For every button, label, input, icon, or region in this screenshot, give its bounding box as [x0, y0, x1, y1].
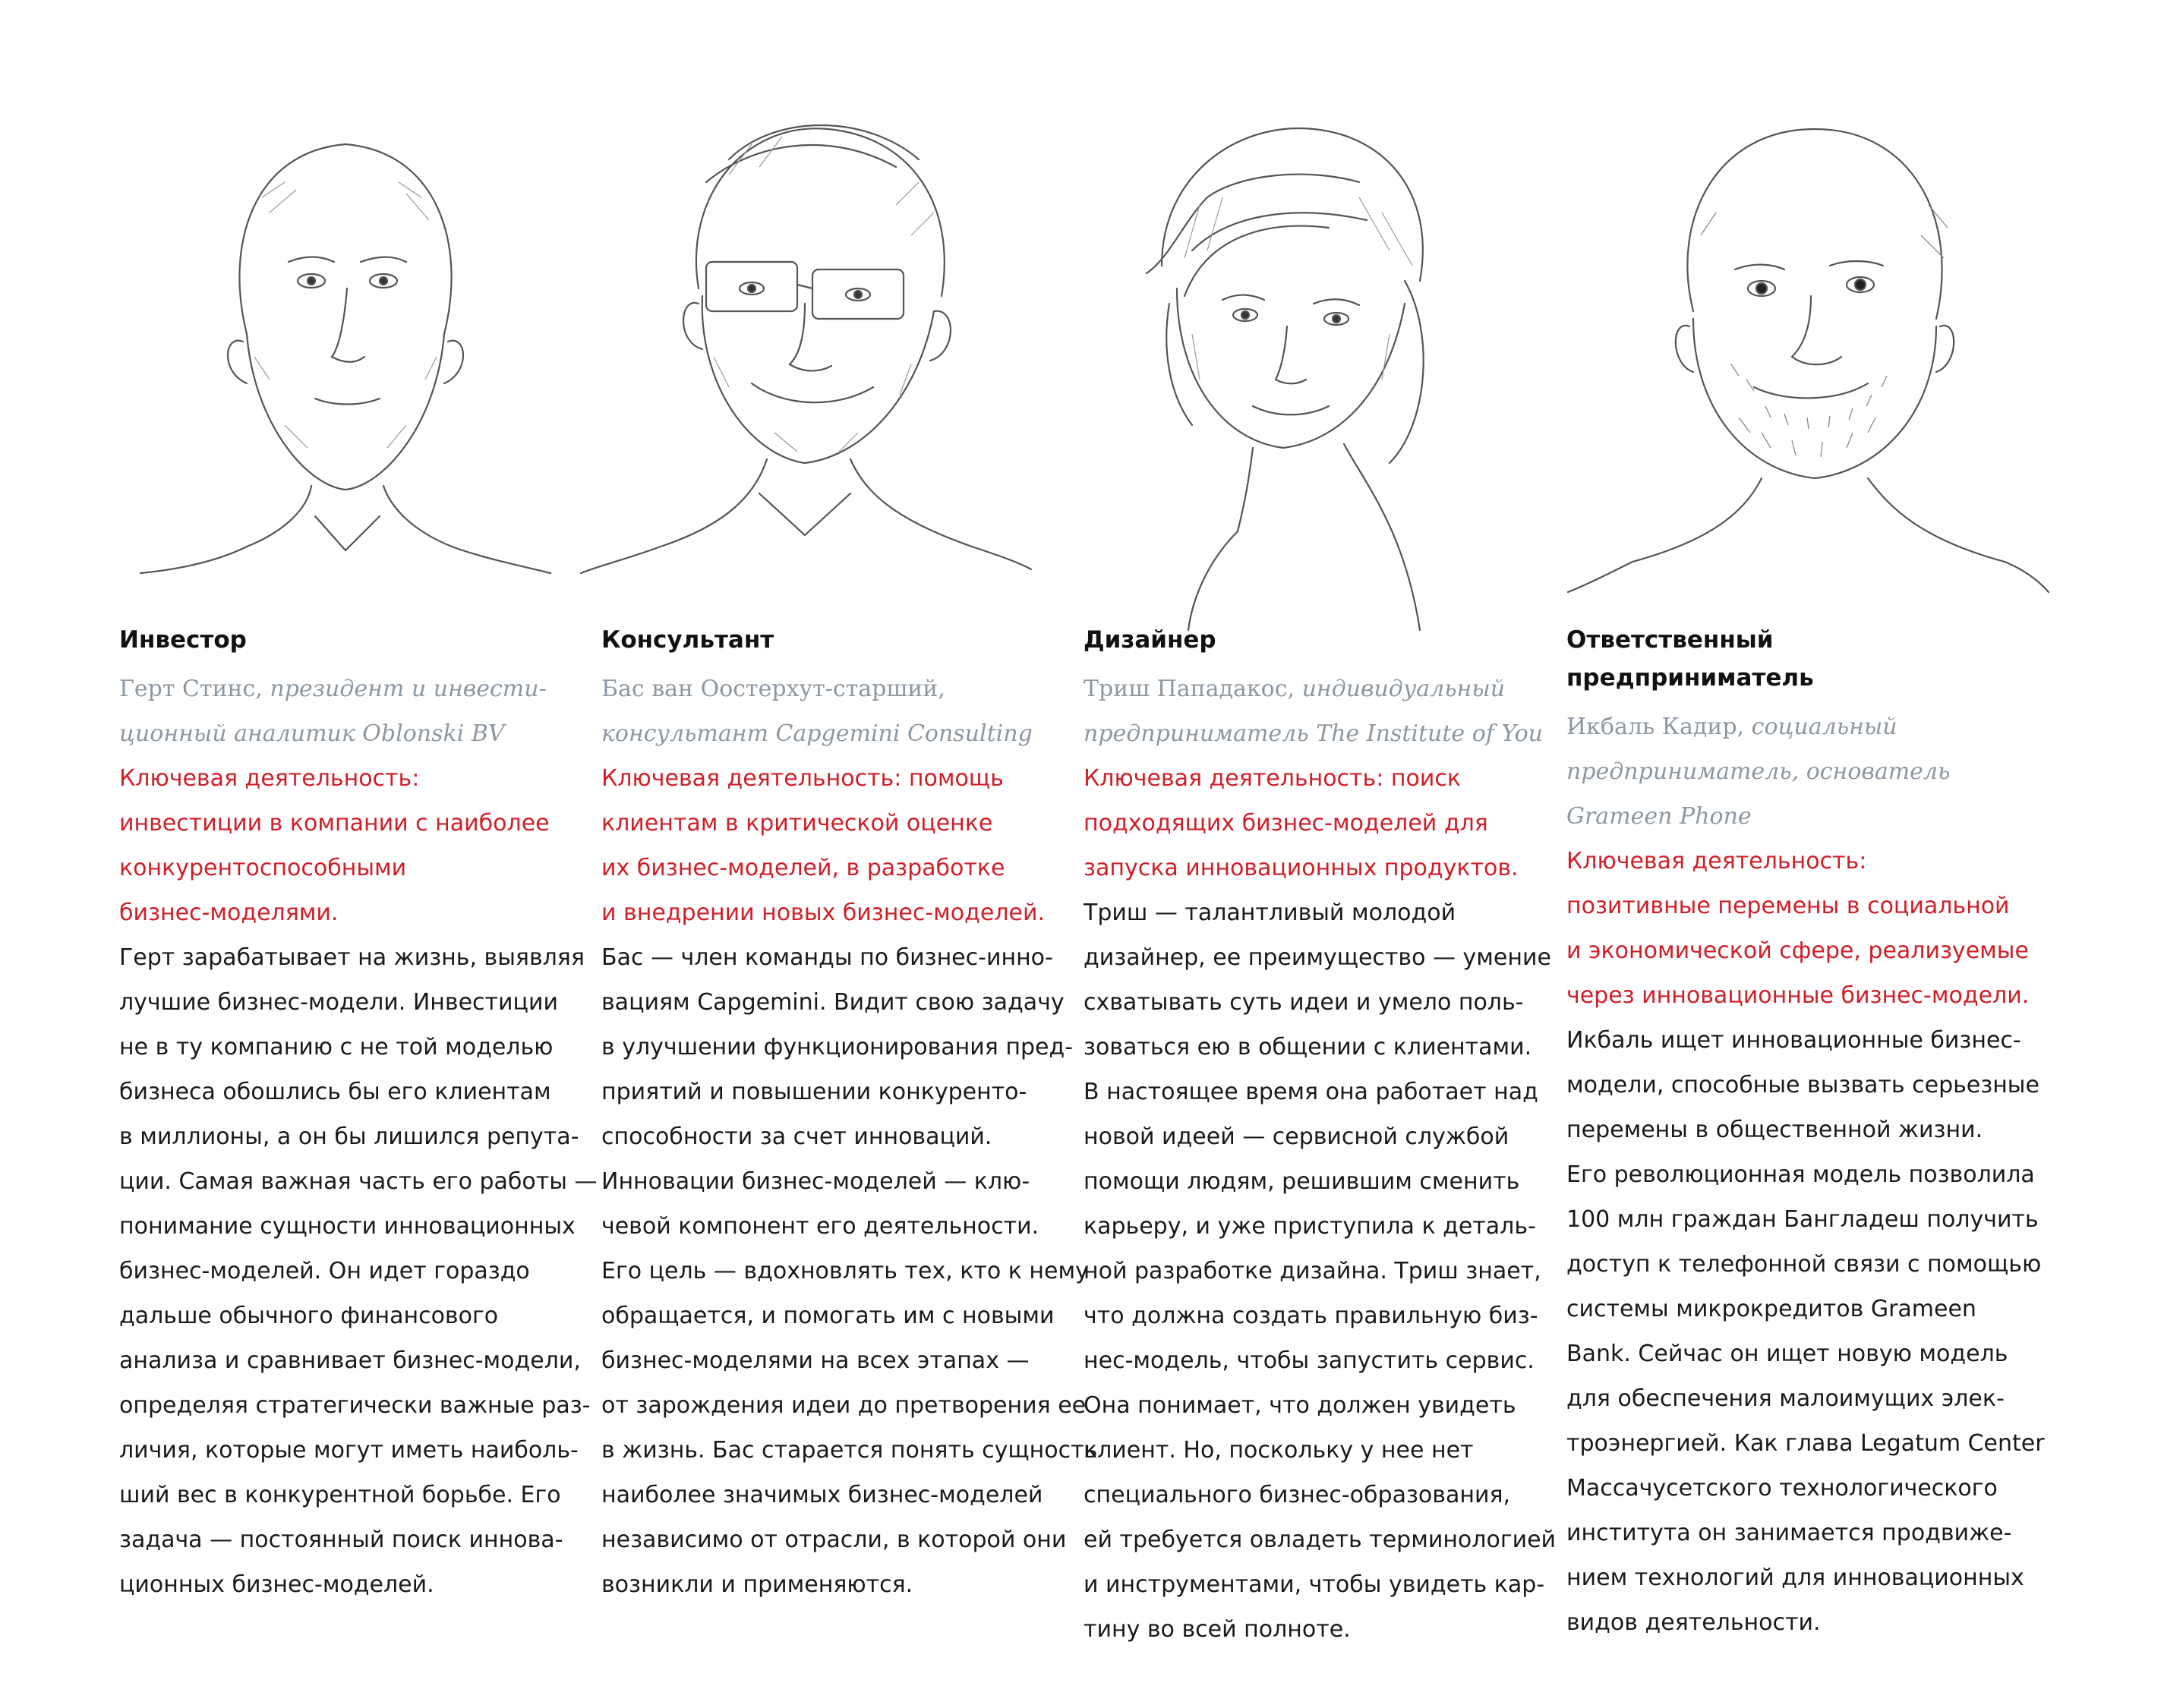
body-line: ции. Самая важная часть его работы — [119, 1168, 598, 1195]
role-title: Консультант [601, 626, 774, 654]
person-caption: Икбаль Кадир, социальный [1566, 714, 1897, 740]
activity-line: Ключевая деятельность: помощь [601, 765, 1004, 792]
person-caption: Бас ван Оостерхут-старший, [601, 676, 945, 702]
body-line: Бас — член команды по бизнес-инно- [601, 944, 1053, 971]
body-line: от зарождения идеи до претворения ее [601, 1392, 1087, 1419]
body-line: института он занимается продвиже- [1566, 1520, 2012, 1546]
body-line: задача — постоянный поиск иннова- [119, 1527, 563, 1553]
body-line: перемены в общественной жизни. [1566, 1117, 1983, 1143]
body-line: системы микрокредитов Grameen [1566, 1296, 1976, 1322]
activity-line: Ключевая деятельность: поиск [1084, 765, 1461, 792]
body-line: ший вес в конкурентной борьбе. Его [119, 1482, 561, 1508]
person-caption: консультант Capgemini Consulting [601, 720, 1033, 747]
entrepreneur-sketch-icon [1564, 114, 2050, 607]
body-line: Триш — талантливый молодой [1084, 900, 1456, 926]
body-line: лучшие бизнес-модели. Инвестиции [119, 989, 558, 1016]
body-line: клиент. Но, поскольку у нее нет [1084, 1437, 1474, 1464]
body-line: возникли и применяются. [601, 1571, 913, 1598]
activity-line: подходящих бизнес-моделей для [1084, 810, 1488, 837]
person-caption: Триш Пападакос, индивидуальный [1084, 676, 1506, 702]
body-line: чевой компонент его деятельности. [601, 1213, 1039, 1240]
body-line: Герт зарабатывает на жизнь, выявляя [119, 944, 585, 971]
body-line: специального бизнес-образования, [1084, 1482, 1511, 1508]
body-line: тину во всей полноте. [1084, 1616, 1351, 1643]
activity-line: и внедрении новых бизнес-моделей. [601, 900, 1045, 926]
body-line: понимание сущности инновационных [119, 1213, 576, 1240]
role-title: Дизайнер [1084, 626, 1216, 654]
portrait-responsible-entrepreneur [1564, 114, 2050, 607]
activity-line: инвестиции в компании с наиболее [119, 810, 550, 837]
consultant-sketch-icon [577, 99, 1033, 585]
activity-line: Ключевая деятельность: [119, 765, 420, 792]
body-line: Массачусетского технологического [1566, 1475, 1998, 1502]
person-caption: Герт Стинс, президент и инвести- [119, 676, 547, 702]
person-caption: предприниматель, основатель [1566, 758, 1951, 785]
body-line: помощи людям, решившим сменить [1084, 1168, 1520, 1195]
body-line: бизнеса обошлись бы его клиентам [119, 1079, 551, 1105]
column-responsible-entrepreneur [1566, 621, 2045, 1645]
body-line: нием технологий для инновационных [1566, 1565, 2024, 1591]
activity-line: запуска инновационных продуктов. [1084, 855, 1519, 881]
body-line: нес-модель, чтобы запустить сервис. [1084, 1347, 1535, 1374]
body-line: троэнергией. Как глава Legatum Center [1566, 1430, 2045, 1457]
activity-line: конкурентоспособными [119, 855, 407, 881]
body-line: ционных бизнес-моделей. [119, 1571, 434, 1598]
body-line: Его революционная модель позволила [1566, 1161, 2035, 1188]
activity-line: бизнес-моделями. [119, 900, 339, 926]
body-line: карьеру, и уже приступила к деталь- [1084, 1213, 1536, 1240]
activity-line: через инновационные бизнес-модели. [1566, 982, 2030, 1009]
body-line: наиболее значимых бизнес-моделей [601, 1482, 1043, 1508]
body-line: Его цель — вдохновлять тех, кто к нему [601, 1258, 1089, 1284]
portrait-investor [133, 106, 558, 577]
column-designer [1084, 621, 1557, 1652]
body-line: доступ к телефонной связи с помощью [1566, 1251, 2042, 1278]
investor-sketch-icon [133, 106, 558, 577]
body-line: приятий и повышении конкуренто- [601, 1079, 1027, 1105]
activity-line: позитивные перемены в социальной [1566, 893, 2010, 919]
body-line: зоваться ею в общении с клиентами. [1084, 1034, 1532, 1060]
portrait-designer [1116, 106, 1473, 638]
body-line: видов деятельности. [1566, 1609, 1821, 1636]
body-line: обращается, и помогать им с новыми [601, 1303, 1055, 1329]
body-line: дизайнер, ее преимущество — умение [1084, 944, 1551, 971]
column-consultant [601, 621, 1098, 1607]
body-line: Инновации бизнес-моделей — клю- [601, 1168, 1030, 1195]
body-line: в миллионы, а он бы лишился репута- [119, 1123, 579, 1150]
body-line: бизнес-моделями на всех этапах — [601, 1347, 1030, 1374]
body-line: Bank. Сейчас он ищет новую модель [1566, 1341, 2008, 1367]
activity-line: и экономической сфере, реализуемые [1566, 938, 2029, 964]
body-line: 100 млн граждан Бангладеш получить [1566, 1206, 2039, 1233]
body-line: и инструментами, чтобы увидеть кар- [1084, 1571, 1545, 1598]
body-line: вациям Capgemini. Видит свою задачу [601, 989, 1065, 1016]
body-line: независимо от отрасли, в которой они [601, 1527, 1067, 1553]
body-line: не в ту компанию с не той моделью [119, 1034, 554, 1060]
body-line: определяя стратегически важные раз- [119, 1392, 591, 1419]
person-caption: Grameen Phone [1566, 803, 1752, 830]
column-investor [119, 621, 598, 1607]
body-line: Она понимает, что должен увидеть [1084, 1392, 1516, 1419]
person-caption: предприниматель The Institute of You [1084, 720, 1543, 747]
body-line: что должна создать правильную биз- [1084, 1303, 1538, 1329]
activity-line: клиентам в критической оценке [601, 810, 993, 837]
body-line: В настоящее время она работает над [1084, 1079, 1538, 1105]
body-line: для обеспечения малоимущих элек- [1566, 1385, 2005, 1412]
person-caption: ционный аналитик Oblonski BV [119, 720, 505, 747]
body-line: бизнес-моделей. Он идет гораздо [119, 1258, 530, 1284]
body-line: анализа и сравнивает бизнес-модели, [119, 1347, 581, 1374]
body-line: способности за счет инноваций. [601, 1123, 992, 1150]
body-line: модели, способные вызвать серьезные [1566, 1072, 2039, 1098]
body-line: ей требуется овладеть терминологией [1084, 1527, 1557, 1553]
body-line: дальше обычного финансового [119, 1303, 499, 1329]
body-line: ной разработке дизайна. Триш знает, [1084, 1258, 1541, 1284]
body-line: новой идеей — сервисной службой [1084, 1123, 1509, 1150]
body-line: Икбаль ищет инновационные бизнес- [1566, 1027, 2021, 1054]
portrait-consultant [577, 99, 1033, 585]
designer-sketch-icon [1116, 106, 1473, 638]
body-line: в улучшении функционирования пред- [601, 1034, 1074, 1060]
body-line: личия, которые могут иметь наиболь- [119, 1437, 579, 1464]
role-title: Инвестор [119, 626, 247, 654]
activity-line: Ключевая деятельность: [1566, 848, 1867, 874]
body-line: в жизнь. Бас старается понять сущность [601, 1437, 1098, 1464]
activity-line: их бизнес-моделей, в разработке [601, 855, 1005, 881]
role-title: Ответственный предприниматель [1566, 626, 1814, 692]
body-line: схватывать суть идеи и умело поль- [1084, 989, 1524, 1016]
